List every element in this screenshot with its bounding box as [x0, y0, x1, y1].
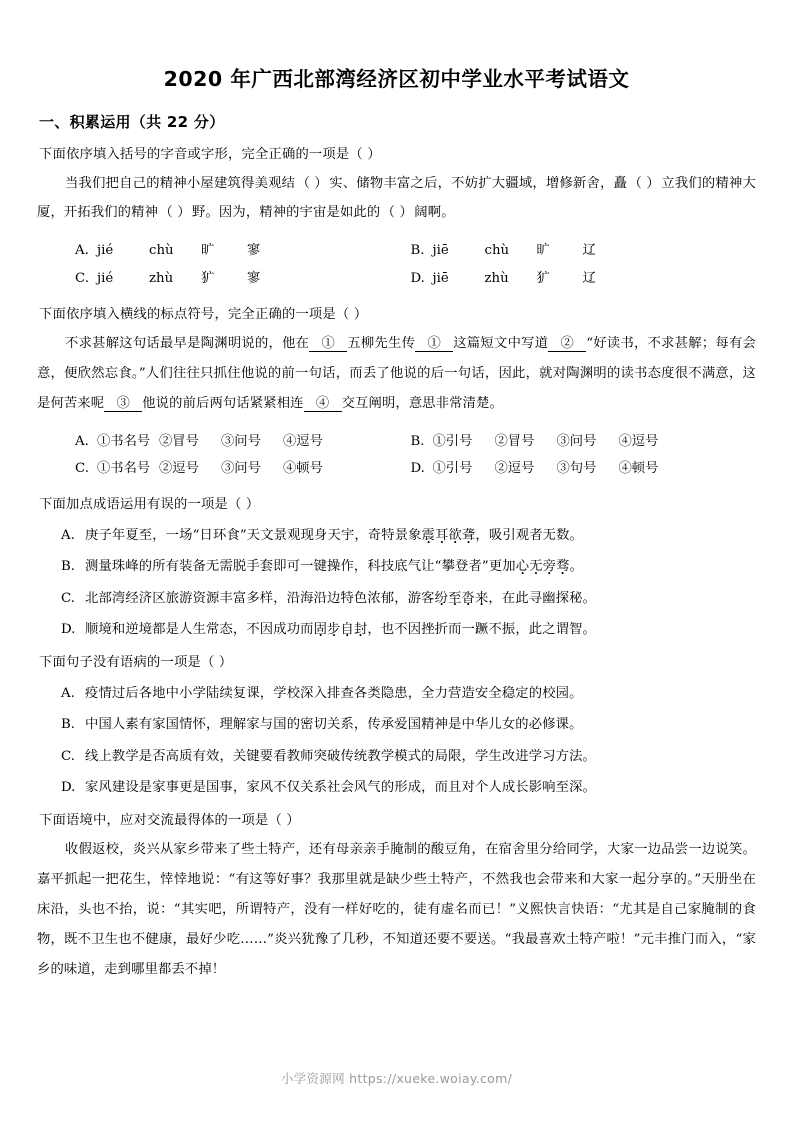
option-text-post: ，吸引观者无数。	[475, 527, 583, 543]
option-text: 疫情过后各地中小学陆续复课，学校深入排查各类隐患，全力营造安全稳定的校园。	[85, 685, 583, 701]
option-cell: jié	[97, 270, 114, 286]
option-body	[97, 428, 345, 455]
option-row	[37, 265, 756, 292]
option-letter: D.	[410, 270, 425, 286]
emphasized-idiom: 心无旁骛	[515, 559, 570, 575]
option-text-pre: 北部湾经济区旅游资源丰富多样，沿海沿边特色浓郁，游客	[85, 590, 435, 606]
question-2	[37, 305, 756, 482]
option-A[interactable]	[37, 428, 397, 455]
question-1	[37, 145, 756, 292]
question-3-stem: 下面加点成语运用有误的一项是（ ）	[39, 497, 260, 513]
option-cell: ④顿号	[283, 460, 323, 476]
question-2-stem: 下面依序填入横线的标点符号，完全正确的一项是（ ）	[39, 306, 368, 322]
option-text	[85, 588, 756, 609]
q1-passage-seg5: 阔啊。	[414, 205, 455, 221]
option-cell: ③问号	[556, 433, 597, 449]
option-text: 线上教学是否高质有效，关键要看教师突破传统教学模式的局限，学生改进学习方法。	[85, 748, 596, 764]
option-text-post: 。	[569, 559, 583, 575]
option-letter: A.	[75, 243, 89, 259]
emphasized-idiom: 纷至沓来	[434, 590, 489, 606]
option-body	[97, 265, 299, 292]
option-text: 中国人素有家国情怀，理解家与国的密切关系，传承爱国精神是中华儿女的必修课。	[85, 717, 583, 733]
question-2-passage	[37, 329, 756, 419]
option-body	[97, 455, 345, 482]
option-text-post: ，在此寻幽探秘。	[488, 590, 596, 606]
option-cell: ③问号	[221, 460, 261, 476]
q2-seg1: 不求甚解这句话最早是陶渊明说的，他在	[64, 335, 310, 351]
q2-mark-2: ①	[415, 336, 453, 352]
option-C[interactable]	[37, 588, 756, 609]
option-D[interactable]	[37, 777, 756, 798]
option-text-pre: 测量珠峰的所有装备无需脱手套即可一键操作，科技底气让“攀登者”更加	[85, 559, 516, 575]
option-A[interactable]	[37, 525, 756, 546]
option-C[interactable]	[37, 455, 397, 482]
option-cell: 辽	[582, 270, 596, 286]
option-D[interactable]	[397, 265, 757, 292]
q1-passage-seg4: 野。因为，精神的宇宙是如此的	[192, 205, 381, 221]
q2-mark-3: ②	[548, 336, 586, 352]
q2-mark-5: ④	[304, 396, 342, 412]
q2-seg4: “好读书，不求甚解；每有会意，便欣然忘食。”人们往往只抓住他说的前一句话，而丢了他说的后一句话，因此，就对陶渊明的读书态度很不满意，这是何苦来呢	[37, 335, 757, 411]
option-cell: 旷	[201, 243, 215, 259]
option-letter: A.	[75, 433, 89, 449]
option-C[interactable]	[37, 265, 397, 292]
option-D[interactable]	[37, 619, 756, 640]
q2-seg6: 交互阐明，意思非常清楚。	[341, 395, 503, 411]
q1-blank-2: （ ）	[628, 175, 660, 191]
q1-passage-seg3: 立我们的精神大厦，开拓我们的精神	[37, 175, 756, 221]
option-B[interactable]	[397, 237, 757, 264]
site-watermark: 小学资源网 https://xueke.woiay.com/	[280, 1071, 513, 1086]
q2-seg3: 这篇短文中写道	[453, 335, 549, 351]
emphasized-idiom: 震耳欲聋	[421, 527, 476, 543]
q2-mark-1: ①	[309, 336, 347, 352]
q1-blank-3: （ ）	[159, 205, 191, 221]
option-C[interactable]	[37, 746, 756, 767]
option-cell: zhù	[484, 270, 509, 286]
option-cell: ②冒号	[159, 433, 199, 449]
question-3-options	[37, 525, 756, 640]
option-B[interactable]	[37, 556, 756, 577]
option-cell: ④顿号	[618, 460, 659, 476]
option-cell: ③句号	[556, 460, 597, 476]
option-cell: 寥	[247, 243, 261, 259]
q1-passage-seg1: 当我们把自己的精神小屋建筑得美观结	[64, 175, 296, 191]
option-letter: B.	[61, 559, 75, 575]
question-5-passage	[37, 835, 756, 985]
option-text	[85, 556, 756, 577]
question-4-options	[37, 683, 756, 798]
option-cell: 旷	[536, 243, 550, 259]
option-A[interactable]	[37, 683, 756, 704]
page-title: 2020 年广西北部湾经济区初中学业水平考试语文	[163, 67, 630, 91]
option-cell: jiē	[432, 270, 449, 286]
option-letter: B.	[410, 243, 425, 259]
option-body	[433, 428, 681, 455]
option-cell: ②逗号	[494, 460, 535, 476]
option-cell: 辽	[582, 243, 596, 259]
q5-passage-text: 收假返校，炎兴从家乡带来了些土特产，还有母亲亲手腌制的酸豆角，在宿舍里分给同学，大家一边品尝一边说笑。嘉平抓起一把花生，悻悻地说：“有这等好事？我那里就是缺少些土特产，不然我也会带来和大家一起分享的。”天册坐在床沿，头也不抬，说：“其实吧，所谓特产，没有一样好吃的，徒有虚名而已！”义熙快言快语：“尤其是自己家腌制的食物，既不卫生也不健康，最好少吃……”炎兴犹豫了几秒，不知道还要不要送。“我最喜欢土特产啦！”元丰推门而入，“家乡的味道，走到哪里都丢不掉！	[37, 841, 756, 977]
option-cell: zhù	[149, 270, 174, 286]
option-cell: ②逗号	[159, 460, 199, 476]
option-letter: D.	[410, 460, 425, 476]
option-letter: A.	[61, 527, 75, 543]
question-5-stem: 下面语境中，应对交流最得体的一项是（ ）	[39, 813, 300, 829]
option-cell: ①书名号	[97, 433, 151, 449]
option-B[interactable]	[37, 714, 756, 735]
option-text-post: ，也不因挫折而一蹶不振，此之谓智。	[367, 621, 597, 637]
question-2-options	[37, 428, 756, 483]
question-3	[37, 495, 756, 640]
section-heading: 一、积累运用（共 22 分）	[39, 112, 225, 131]
option-cell: 寥	[247, 270, 261, 286]
option-letter: B.	[410, 433, 425, 449]
option-text: 家风建设是家事更是国事，家风不仅关系社会风气的形成，而且对个人成长影响至深。	[85, 779, 596, 795]
option-cell: jiē	[432, 243, 449, 259]
question-5	[37, 811, 756, 984]
option-cell: jié	[97, 243, 114, 259]
option-row	[37, 237, 756, 264]
option-letter: C.	[75, 270, 89, 286]
option-cell: chù	[484, 243, 510, 259]
option-cell: chù	[149, 243, 174, 259]
option-row	[37, 455, 756, 482]
option-text-pre: 庚子年夏至，一场“日环食”天文景观现身天宇，奇特景象	[85, 527, 422, 543]
question-1-stem: 下面依序填入括号的字音或字形，完全正确的一项是（ ）	[39, 146, 381, 162]
option-D[interactable]	[397, 455, 757, 482]
option-text	[85, 525, 756, 546]
option-cell: ①引号	[432, 433, 473, 449]
question-4-stem: 下面句子没有语病的一项是（ ）	[39, 655, 233, 671]
option-cell: 犷	[536, 270, 550, 286]
option-cell: ①引号	[432, 460, 473, 476]
option-body	[433, 455, 681, 482]
option-letter: D.	[61, 779, 76, 795]
option-letter: C.	[61, 748, 75, 764]
option-letter: C.	[61, 590, 75, 606]
option-cell: ③问号	[221, 433, 261, 449]
option-letter: D.	[61, 621, 76, 637]
option-cell: ②冒号	[494, 433, 535, 449]
option-cell: ①书名号	[97, 460, 151, 476]
q1-blank-4: （ ）	[381, 205, 413, 221]
question-1-options	[37, 237, 756, 292]
option-letter: B.	[61, 717, 75, 733]
option-cell: ④逗号	[283, 433, 323, 449]
question-4	[37, 653, 756, 798]
option-cell: 犷	[201, 270, 215, 286]
option-row	[37, 428, 756, 455]
emphasized-idiom: 固步自封	[313, 621, 368, 637]
option-text	[85, 619, 756, 640]
option-B[interactable]	[397, 428, 757, 455]
option-text-pre: 顺境和逆境都是人生常态，不因成功而	[85, 621, 314, 637]
q2-seg5: 他说的前后两句话紧紧相连	[142, 395, 304, 411]
option-A[interactable]	[37, 237, 397, 264]
option-letter: C.	[75, 460, 89, 476]
option-body	[433, 265, 635, 292]
question-1-passage	[37, 169, 756, 229]
q2-seg2: 五柳先生传	[347, 335, 416, 351]
option-body	[433, 237, 635, 264]
option-letter: A.	[61, 685, 75, 701]
option-cell: ④逗号	[618, 433, 659, 449]
q1-blank-1: （ ）	[296, 175, 328, 191]
q1-passage-seg2: 实、储物丰富之后，不妨扩大疆域，增修新舍，矗	[329, 175, 628, 191]
option-body	[97, 237, 299, 264]
q2-mark-4: ③	[104, 396, 142, 412]
